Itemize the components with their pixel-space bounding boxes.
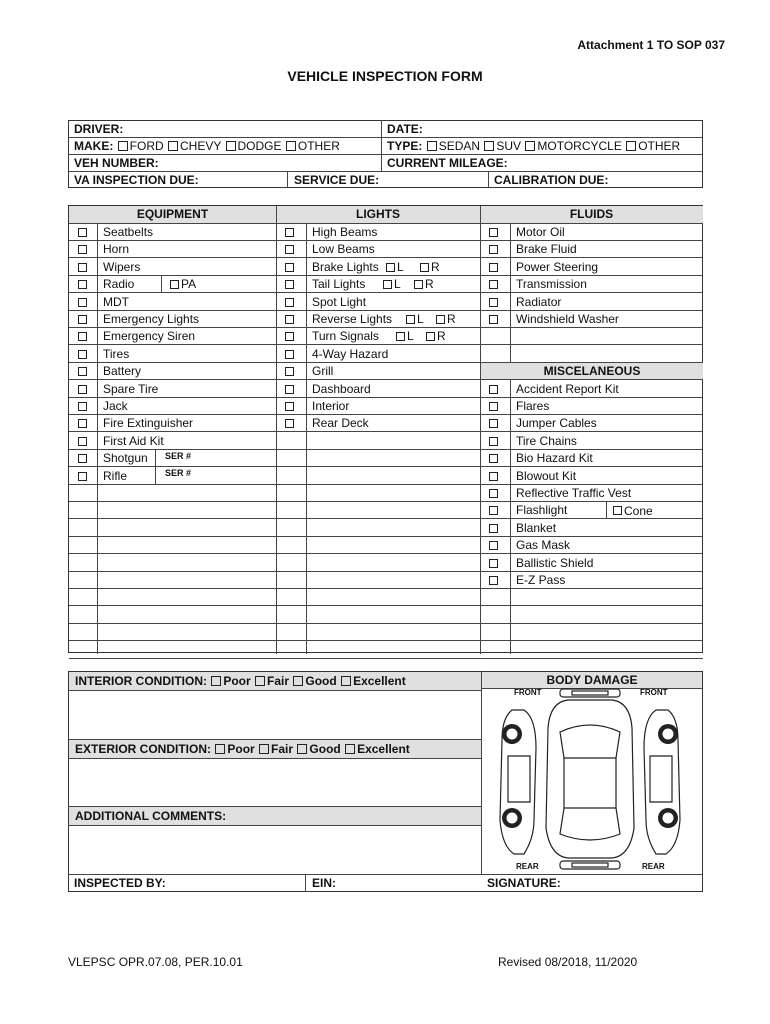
interior-good-checkbox[interactable] [293, 676, 303, 686]
misc-bio-hazard-kit-label: Bio Hazard Kit [516, 451, 593, 466]
misc-tire-chains-checkbox[interactable] [489, 437, 498, 446]
lights-interior-label: Interior [312, 399, 350, 413]
flashlight-subdivider [606, 501, 607, 518]
light-right-label: R [425, 277, 434, 292]
make-other-checkbox[interactable] [286, 141, 296, 151]
make-other-label: OTHER [297, 139, 340, 153]
light-left-checkbox[interactable] [383, 280, 392, 289]
column-divider [510, 223, 511, 654]
lights-rear-deck-checkbox[interactable] [285, 419, 294, 428]
equipment-jack-checkbox[interactable] [78, 402, 87, 411]
ein-label[interactable]: EIN: [312, 876, 336, 890]
row-divider [69, 640, 703, 641]
front-left-label: FRONT [514, 688, 542, 697]
make-ford-label: FORD [129, 139, 164, 153]
rear-left-label: REAR [516, 862, 539, 871]
light-right-checkbox[interactable] [436, 315, 445, 324]
column-divider [276, 206, 277, 654]
exterior-excellent-checkbox[interactable] [345, 744, 355, 754]
type-motorcycle-checkbox[interactable] [525, 141, 535, 151]
type-label: TYPE: [387, 139, 423, 153]
equipment-emergency-lights-label: Emergency Lights [103, 312, 200, 326]
lights-spot-light-checkbox[interactable] [285, 298, 294, 307]
equipment-horn-label: Horn [103, 242, 130, 257]
misc-blowout-kit-label: Blowout Kit [516, 468, 577, 483]
type-suv-label: SUV [496, 139, 522, 153]
misc-e-z-pass-checkbox[interactable] [489, 576, 498, 585]
misc-ballistic-shield-label: Ballistic Shield [516, 555, 594, 570]
misc-blanket-checkbox[interactable] [489, 524, 498, 533]
row-divider [69, 292, 703, 293]
interior-poor-checkbox[interactable] [211, 676, 221, 686]
equipment-emergency-siren-label: Emergency Siren [103, 329, 196, 344]
lights-grill-checkbox[interactable] [285, 367, 294, 376]
inspected-by-label[interactable]: INSPECTED BY: [74, 876, 166, 890]
fluids-brake-fluid-checkbox[interactable] [489, 245, 498, 254]
row-divider [69, 536, 703, 537]
equipment-radio-label: Radio [103, 277, 135, 292]
lights-4-way-hazard-label: 4-Way Hazard [312, 346, 389, 361]
lights-header: LIGHTS [276, 206, 480, 223]
exterior-fair-label: Fair [271, 742, 294, 756]
equipment-rifle-checkbox[interactable] [78, 472, 87, 481]
make-dodge-checkbox[interactable] [226, 141, 236, 151]
body-damage-diagram[interactable] [490, 688, 690, 872]
misc-reflective-traffic-vest-label: Reflective Traffic Vest [516, 486, 632, 500]
lights-reverse-lights-label: Reverse Lights [312, 312, 393, 326]
body-damage-header: BODY DAMAGE [482, 672, 702, 688]
footer-right: Revised 08/2018, 11/2020 [498, 955, 638, 969]
misc-accident-report-kit-checkbox[interactable] [489, 385, 498, 394]
make-chevy-checkbox[interactable] [168, 141, 178, 151]
light-left-checkbox[interactable] [396, 332, 405, 341]
light-left-checkbox[interactable] [406, 315, 415, 324]
misc-e-z-pass-label: E-Z Pass [516, 573, 566, 587]
exterior-good-label: Good [309, 742, 341, 756]
light-right-checkbox[interactable] [420, 263, 429, 272]
type-other-checkbox[interactable] [626, 141, 636, 151]
light-left-label: L [407, 329, 414, 344]
lights-high-beams-checkbox[interactable] [285, 228, 294, 237]
equipment-first-aid-kit-label: First Aid Kit [103, 433, 164, 448]
fluids-motor-oil-checkbox[interactable] [489, 228, 498, 237]
lights-rear-deck-label: Rear Deck [312, 416, 369, 431]
row-divider [69, 571, 703, 572]
light-right-checkbox[interactable] [414, 280, 423, 289]
veh-number-label[interactable]: VEH NUMBER: [74, 156, 159, 170]
ser-subdivider [155, 449, 156, 466]
lights-tail-lights-checkbox[interactable] [285, 280, 294, 289]
row-divider [69, 257, 703, 258]
lights-turn-signals-label: Turn Signals [312, 329, 379, 344]
ser-subdivider [155, 467, 156, 484]
interior-good-label: Good [305, 674, 337, 688]
equipment-tires-label: Tires [103, 346, 130, 361]
equipment-rifle-label: Rifle [103, 468, 128, 483]
fluids-windshield-washer-checkbox[interactable] [489, 315, 498, 324]
cone-label: Cone [624, 504, 653, 519]
interior-excellent-label: Excellent [353, 674, 406, 688]
equipment-shotgun-label: Shotgun [103, 451, 148, 466]
fluids-motor-oil-label: Motor Oil [516, 225, 565, 239]
header-fill [510, 363, 511, 379]
equipment-header: EQUIPMENT [69, 206, 276, 223]
equipment-horn-checkbox[interactable] [78, 245, 87, 254]
equipment-mdt-label: MDT [103, 294, 129, 309]
shotgun-serial-label: SER # [165, 450, 192, 461]
row-divider [69, 397, 703, 398]
lights-low-beams-checkbox[interactable] [285, 245, 294, 254]
row-divider [69, 223, 703, 224]
light-left-label: L [394, 277, 401, 292]
misc-flares-label: Flares [516, 399, 550, 413]
lights-grill-label: Grill [312, 364, 334, 379]
equipment-seatbelts-checkbox[interactable] [78, 228, 87, 237]
fluids-power-steering-checkbox[interactable] [489, 263, 498, 272]
row-divider [69, 588, 703, 589]
exterior-condition-label: EXTERIOR CONDITION: [75, 742, 212, 756]
rifle-serial-label: SER # [165, 468, 192, 479]
row-divider [69, 275, 703, 276]
type-motorcycle-label: MOTORCYCLE [537, 139, 622, 153]
misc-gas-mask-checkbox[interactable] [489, 541, 498, 550]
light-right-label: R [431, 259, 440, 274]
lights-turn-signals-checkbox[interactable] [285, 332, 294, 341]
misc-accident-report-kit-label: Accident Report Kit [516, 381, 619, 396]
lights-reverse-lights-checkbox[interactable] [285, 315, 294, 324]
interior-condition-label: INTERIOR CONDITION: [75, 674, 207, 688]
equipment-emergency-lights-checkbox[interactable] [78, 315, 87, 324]
lights-high-beams-label: High Beams [312, 225, 378, 239]
radio-subdivider [161, 275, 162, 292]
misc-gas-mask-label: Gas Mask [516, 538, 571, 553]
type-field [387, 138, 680, 154]
fluids-brake-fluid-label: Brake Fluid [516, 242, 577, 257]
interior-poor-label: Poor [223, 674, 251, 688]
service-due-label[interactable]: SERVICE DUE: [294, 173, 380, 187]
misc-flashlight-checkbox[interactable] [489, 506, 498, 515]
equipment-tires-checkbox[interactable] [78, 350, 87, 359]
attachment-label: Attachment 1 TO SOP 037 [577, 38, 725, 52]
row-divider [69, 623, 703, 624]
light-left-checkbox[interactable] [386, 263, 395, 272]
equipment-spare-tire-label: Spare Tire [103, 381, 159, 396]
make-label: MAKE: [74, 139, 114, 153]
type-sedan-label: SEDAN [438, 139, 481, 153]
row-divider [69, 658, 703, 659]
equipment-seatbelts-label: Seatbelts [103, 225, 154, 239]
lights-4-way-hazard-checkbox[interactable] [285, 350, 294, 359]
equipment-wipers-label: Wipers [103, 259, 141, 274]
row-divider [69, 501, 703, 502]
lights-low-beams-label: Low Beams [312, 242, 375, 257]
misc-ballistic-shield-checkbox[interactable] [489, 559, 498, 568]
calibration-due-label[interactable]: CALIBRATION DUE: [494, 173, 609, 187]
car-outline-diagram [490, 688, 690, 872]
lights-interior-checkbox[interactable] [285, 402, 294, 411]
equipment-shotgun-checkbox[interactable] [78, 454, 87, 463]
equipment-mdt-checkbox[interactable] [78, 298, 87, 307]
column-divider [97, 223, 98, 654]
row-divider [69, 553, 703, 554]
lights-dashboard-label: Dashboard [312, 381, 371, 396]
radio-pa-label: PA [181, 277, 197, 292]
equipment-wipers-checkbox[interactable] [78, 263, 87, 272]
cone-checkbox[interactable] [613, 506, 622, 515]
misc-jumper-cables-checkbox[interactable] [489, 419, 498, 428]
fluids-transmission-label: Transmission [516, 277, 587, 292]
miscellaneous-header: MISCELANEOUS [481, 363, 703, 379]
exterior-notes-area[interactable] [69, 759, 481, 806]
front-right-label: FRONT [640, 688, 668, 697]
light-left-label: L [397, 259, 404, 274]
exterior-condition-row [69, 740, 481, 758]
misc-jumper-cables-label: Jumper Cables [516, 416, 597, 431]
rear-right-label: REAR [642, 862, 665, 871]
page-title: VEHICLE INSPECTION FORM [287, 68, 483, 84]
equipment-fire-extinguisher-label: Fire Extinguisher [103, 416, 194, 431]
interior-fair-label: Fair [267, 674, 290, 688]
type-suv-checkbox[interactable] [484, 141, 494, 151]
row-divider [69, 431, 703, 432]
misc-flares-checkbox[interactable] [489, 402, 498, 411]
misc-bio-hazard-kit-checkbox[interactable] [489, 454, 498, 463]
misc-blanket-label: Blanket [516, 520, 557, 535]
equipment-battery-label: Battery [103, 364, 142, 379]
equipment-jack-label: Jack [103, 399, 128, 413]
lights-brake-lights-checkbox[interactable] [285, 263, 294, 272]
footer-left: VLEPSC OPR.07.08, PER.10.01 [68, 955, 243, 969]
exterior-poor-checkbox[interactable] [215, 744, 225, 754]
checklist-table [68, 205, 703, 653]
light-left-label: L [417, 312, 424, 326]
row-divider [69, 518, 703, 519]
fluids-transmission-checkbox[interactable] [489, 280, 498, 289]
lights-tail-lights-label: Tail Lights [312, 277, 366, 292]
row-divider [69, 605, 703, 606]
misc-blowout-kit-checkbox[interactable] [489, 472, 498, 481]
date-label[interactable]: DATE: [387, 122, 423, 136]
exterior-good-checkbox[interactable] [297, 744, 307, 754]
light-right-checkbox[interactable] [426, 332, 435, 341]
equipment-first-aid-kit-checkbox[interactable] [78, 437, 87, 446]
fluids-header: FLUIDS [480, 206, 703, 223]
equipment-battery-checkbox[interactable] [78, 367, 87, 376]
light-right-label: R [437, 329, 446, 344]
interior-fair-checkbox[interactable] [255, 676, 265, 686]
driver-label[interactable]: DRIVER: [74, 122, 124, 136]
light-right-label: R [447, 312, 456, 326]
type-sedan-checkbox[interactable] [427, 141, 437, 151]
make-chevy-label: CHEVY [180, 139, 222, 153]
fluids-radiator-label: Radiator [516, 294, 562, 309]
lights-spot-light-label: Spot Light [312, 294, 367, 309]
fluids-windshield-washer-label: Windshield Washer [516, 312, 619, 326]
equipment-emergency-siren-checkbox[interactable] [78, 332, 87, 341]
equipment-fire-extinguisher-checkbox[interactable] [78, 419, 87, 428]
column-divider [306, 223, 307, 654]
va-inspection-due-label[interactable]: VA INSPECTION DUE: [74, 173, 199, 187]
exterior-excellent-label: Excellent [357, 742, 410, 756]
radio-pa-checkbox[interactable] [170, 280, 179, 289]
lights-brake-lights-label: Brake Lights [312, 259, 379, 274]
equipment-radio-checkbox[interactable] [78, 280, 87, 289]
type-other-label: OTHER [638, 139, 681, 153]
additional-comments-label: ADDITIONAL COMMENTS: [69, 807, 481, 825]
fluids-power-steering-label: Power Steering [516, 259, 599, 274]
current-mileage-label[interactable]: CURRENT MILEAGE: [387, 156, 508, 170]
misc-tire-chains-label: Tire Chains [516, 433, 577, 448]
row-divider [69, 240, 703, 241]
make-ford-checkbox[interactable] [118, 141, 128, 151]
lights-dashboard-checkbox[interactable] [285, 385, 294, 394]
column-divider [480, 206, 481, 654]
interior-condition-row [69, 672, 481, 690]
exterior-fair-checkbox[interactable] [259, 744, 269, 754]
exterior-poor-label: Poor [227, 742, 255, 756]
fluids-radiator-checkbox[interactable] [489, 298, 498, 307]
signature-label[interactable]: SIGNATURE: [487, 876, 561, 890]
misc-reflective-traffic-vest-checkbox[interactable] [489, 489, 498, 498]
misc-flashlight-label: Flashlight [516, 503, 568, 518]
interior-notes-area[interactable] [69, 691, 481, 739]
make-field [74, 138, 340, 154]
interior-excellent-checkbox[interactable] [341, 676, 351, 686]
equipment-spare-tire-checkbox[interactable] [78, 385, 87, 394]
additional-comments-area[interactable] [69, 826, 481, 874]
make-dodge-label: DODGE [237, 139, 282, 153]
